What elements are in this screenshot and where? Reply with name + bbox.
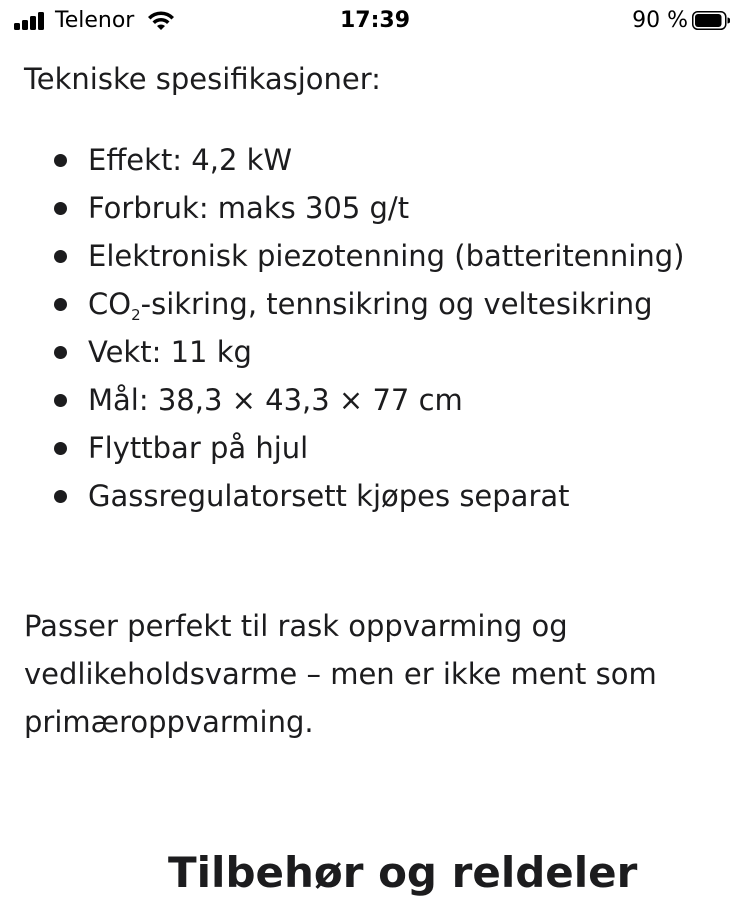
bullet-icon bbox=[54, 442, 67, 455]
list-item bbox=[52, 280, 732, 328]
list-item bbox=[52, 136, 732, 184]
battery-icon bbox=[692, 11, 730, 30]
battery-percent: 90 % bbox=[632, 8, 688, 33]
spec-text-subscript: 2 bbox=[131, 306, 141, 324]
bullet-icon bbox=[54, 202, 67, 215]
spec-text: Mål: 38,3 × 43,3 × 77 cm bbox=[88, 383, 463, 417]
spec-text: Effekt: 4,2 kW bbox=[88, 143, 293, 177]
list-item bbox=[52, 376, 732, 424]
spec-text: Forbruk: maks 305 g/t bbox=[88, 191, 410, 225]
description-paragraph: Passer perfekt til rask oppvarming og vedlikeholdsvarme – men er ikke ment som primæroppvarming. bbox=[24, 609, 657, 739]
bullet-icon bbox=[54, 154, 67, 167]
list-item bbox=[52, 328, 732, 376]
carrier-name: Telenor bbox=[55, 8, 135, 33]
list-item bbox=[52, 424, 732, 472]
specs-list bbox=[52, 136, 732, 520]
spec-text: Gassregulatorsett kjøpes separat bbox=[88, 479, 570, 513]
spec-text-prefix: CO bbox=[88, 287, 132, 321]
spec-text: Elektronisk piezotenning (batteritenning) bbox=[88, 239, 685, 273]
section-heading-partial: Tilbehør og reldeler bbox=[168, 848, 638, 897]
status-time: 17:39 bbox=[339, 8, 411, 33]
list-item bbox=[52, 472, 732, 520]
spec-text: Vekt: 11 kg bbox=[88, 335, 252, 369]
bullet-icon bbox=[54, 490, 67, 503]
spec-text: Flyttbar på hjul bbox=[88, 431, 309, 465]
spec-text-suffix: -sikring, tennsikring og veltesikring bbox=[140, 287, 653, 321]
bullet-icon bbox=[54, 346, 67, 359]
bullet-icon bbox=[54, 394, 67, 407]
specs-heading: Tekniske spesifikasjoner: bbox=[24, 62, 381, 96]
status-bar bbox=[0, 0, 750, 42]
list-item bbox=[52, 232, 732, 280]
bullet-icon bbox=[54, 250, 67, 263]
list-item bbox=[52, 184, 732, 232]
bullet-icon bbox=[54, 298, 67, 311]
